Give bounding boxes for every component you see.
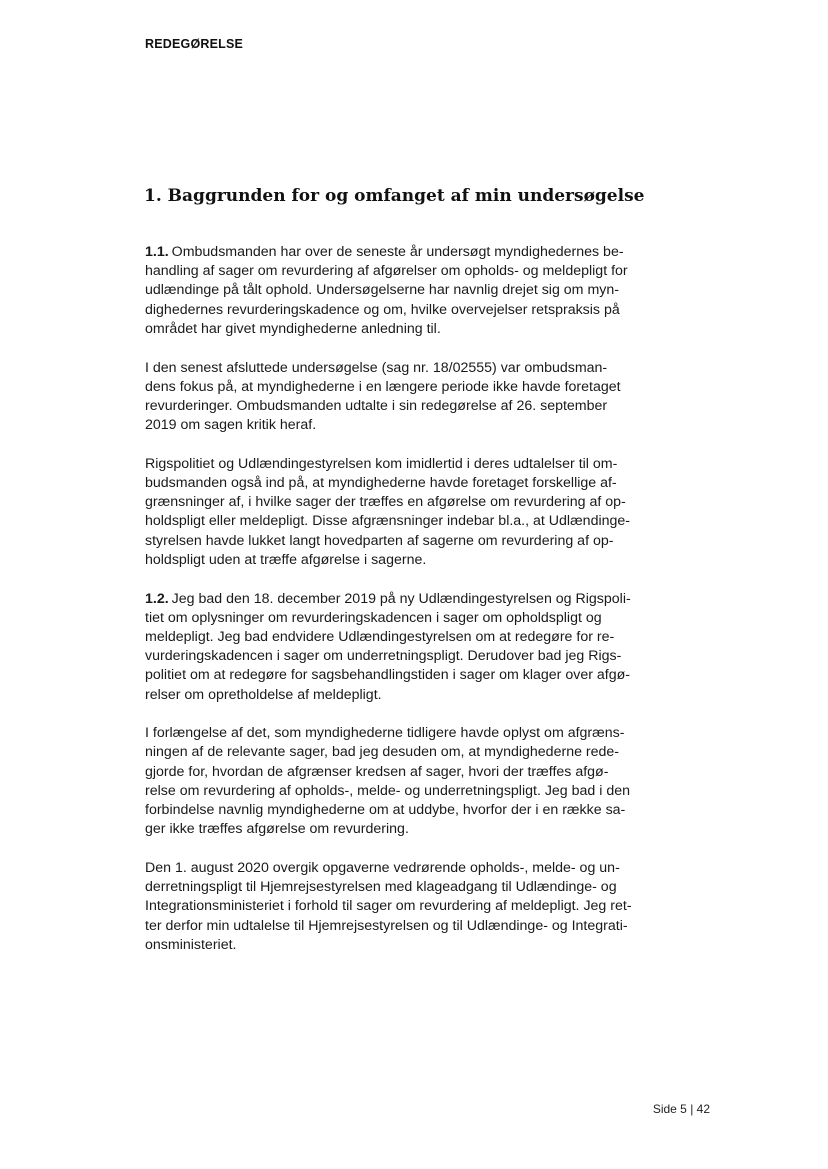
paragraph-line <box>145 416 621 435</box>
paragraph-number: 1.2. <box>145 590 169 607</box>
paragraph <box>145 455 631 570</box>
line-text: ningen af de relevante sager, bad jeg desuden om, at myndighederne rede- <box>145 744 620 761</box>
line-text: tiet om oplysninger om revurderingskadencen i sager om opholdspligt og <box>145 609 602 626</box>
line-text: området har givet myndighederne anledning til. <box>145 320 441 337</box>
page-number: Side 5 | 42 <box>652 1102 710 1116</box>
paragraph-line <box>145 686 621 705</box>
line-text: handling af sager om revurdering af afgørelser om opholds- og meldepligt for <box>145 263 628 280</box>
line-text: relser om opretholdelse af meldepligt. <box>145 686 382 703</box>
paragraph <box>145 724 631 839</box>
line-text: Rigspolitiet og Udlændingestyrelsen kom imidlertid i deres udtalelser til om- <box>145 455 618 472</box>
paragraph-line <box>145 936 621 955</box>
paragraph-line <box>145 897 632 916</box>
paragraph-line <box>145 455 621 474</box>
line-text: 2019 om sagen kritik heraf. <box>145 417 317 434</box>
line-text: Den 1. august 2020 overgik opgaverne vedrørende opholds-, melde- og un- <box>145 859 620 876</box>
paragraph-line <box>145 281 621 300</box>
paragraph-line <box>145 763 621 782</box>
section-title: Baggrunden for og omfanget af min undersøgelse <box>167 186 645 206</box>
paragraph-line <box>145 512 631 531</box>
paragraph-line <box>145 301 621 320</box>
line-text: holdspligt uden at træffe afgørelse i sagerne. <box>145 551 427 568</box>
paragraph-line <box>145 320 621 339</box>
paragraph-line <box>145 532 621 551</box>
line-text: budsmanden også ind på, at myndighederne havde foretaget forskellige af- <box>145 475 617 492</box>
section-heading <box>144 186 704 206</box>
paragraph-line <box>145 859 621 878</box>
line-text: Ombudsmanden har over de seneste år undersøgt myndighedernes be- <box>171 244 624 260</box>
line-text: dighedernes revurderingskadence og om, hvilke overvejelser retspraksis på <box>145 301 620 318</box>
line-text: revurderinger. Ombudsmanden udtalte i sin redegørelse af 26. september <box>145 397 608 414</box>
paragraph-line <box>145 647 621 666</box>
paragraph-line <box>145 590 631 609</box>
paragraph-line <box>145 378 621 397</box>
line-text: politiet om at redegøre for sagsbehandlingstiden i sager om klager over afgø- <box>145 667 630 684</box>
paragraph <box>145 859 632 955</box>
paragraph-line <box>145 243 624 262</box>
paragraph-line <box>145 628 621 647</box>
line-text: I den senest afsluttede undersøgelse (sag nr. 18/02555) var ombudsman- <box>145 359 608 376</box>
paragraph-line <box>145 743 621 762</box>
paragraph-line <box>145 801 626 820</box>
paragraph-line <box>145 724 625 743</box>
line-text: dens fokus på, at myndighederne i en længere periode ikke havde foretaget <box>145 378 621 395</box>
paragraph-line <box>145 551 621 570</box>
line-text: Jeg bad den 18. december 2019 på ny Udlændingestyrelsen og Rigspoli- <box>171 590 631 607</box>
paragraph <box>145 359 621 436</box>
line-text: derretningspligt til Hjemrejsestyrelsen med klageadgang til Udlændinge- og <box>145 879 617 896</box>
line-text: vurderingskadencen i sager om underretningspligt. Derudover bad jeg Rigs- <box>145 648 622 665</box>
paragraph-line <box>145 262 628 281</box>
paragraph-line <box>145 820 621 839</box>
line-text: Integrationsministeriet i forhold til sager om revurdering af meldepligt. Jeg ret- <box>145 898 632 915</box>
line-text: holdspligt eller meldepligt. Disse afgrænsninger indebar bl.a., at Udlændinge- <box>145 513 631 530</box>
paragraph-line <box>145 493 626 512</box>
paragraph-line <box>145 666 630 685</box>
paragraph-line <box>145 878 621 897</box>
paragraph <box>145 243 628 339</box>
line-text: I forlængelse af det, som myndighederne tidligere havde oplyst om afgræns- <box>145 725 625 742</box>
paragraph <box>145 590 631 705</box>
paragraph-line <box>145 474 621 493</box>
body-text <box>145 243 632 975</box>
line-text: udlændinge på tålt ophold. Undersøgelserne har navnlig drejet sig om myn- <box>145 282 619 299</box>
section-number: 1. <box>144 186 162 206</box>
line-text: ger ikke træffes afgørelse om revurdering. <box>145 821 409 838</box>
running-header: REDEGØRELSE <box>145 37 244 51</box>
line-text: forbindelse navnlig myndighederne om at uddybe, hvorfor der i en række sa- <box>145 802 626 819</box>
line-text: styrelsen havde lukket langt hovedparten af sagerne om revurdering af op- <box>145 532 614 549</box>
paragraph-line <box>145 397 621 416</box>
paragraph-line <box>145 782 631 801</box>
line-text: grænsninger af, i hvilke sager der træffes en afgørelse om revurdering af op- <box>145 494 626 511</box>
paragraph-number: 1.1. <box>145 244 169 260</box>
paragraph-line <box>145 359 621 378</box>
paragraph-line <box>145 917 628 936</box>
line-text: onsministeriet. <box>145 936 237 953</box>
line-text: ter derfor min udtalelse til Hjemrejsestyrelsen og til Udlændinge- og Integrati- <box>145 917 628 934</box>
line-text: gjorde for, hvordan de afgrænser kredsen af sager, hvori der træffes afgø- <box>145 763 609 780</box>
paragraph-line <box>145 609 621 628</box>
line-text: meldepligt. Jeg bad endvidere Udlændingestyrelsen om at redegøre for re- <box>145 628 615 645</box>
line-text: relse om revurdering af opholds-, melde- og underretningspligt. Jeg bad i den <box>145 782 631 799</box>
